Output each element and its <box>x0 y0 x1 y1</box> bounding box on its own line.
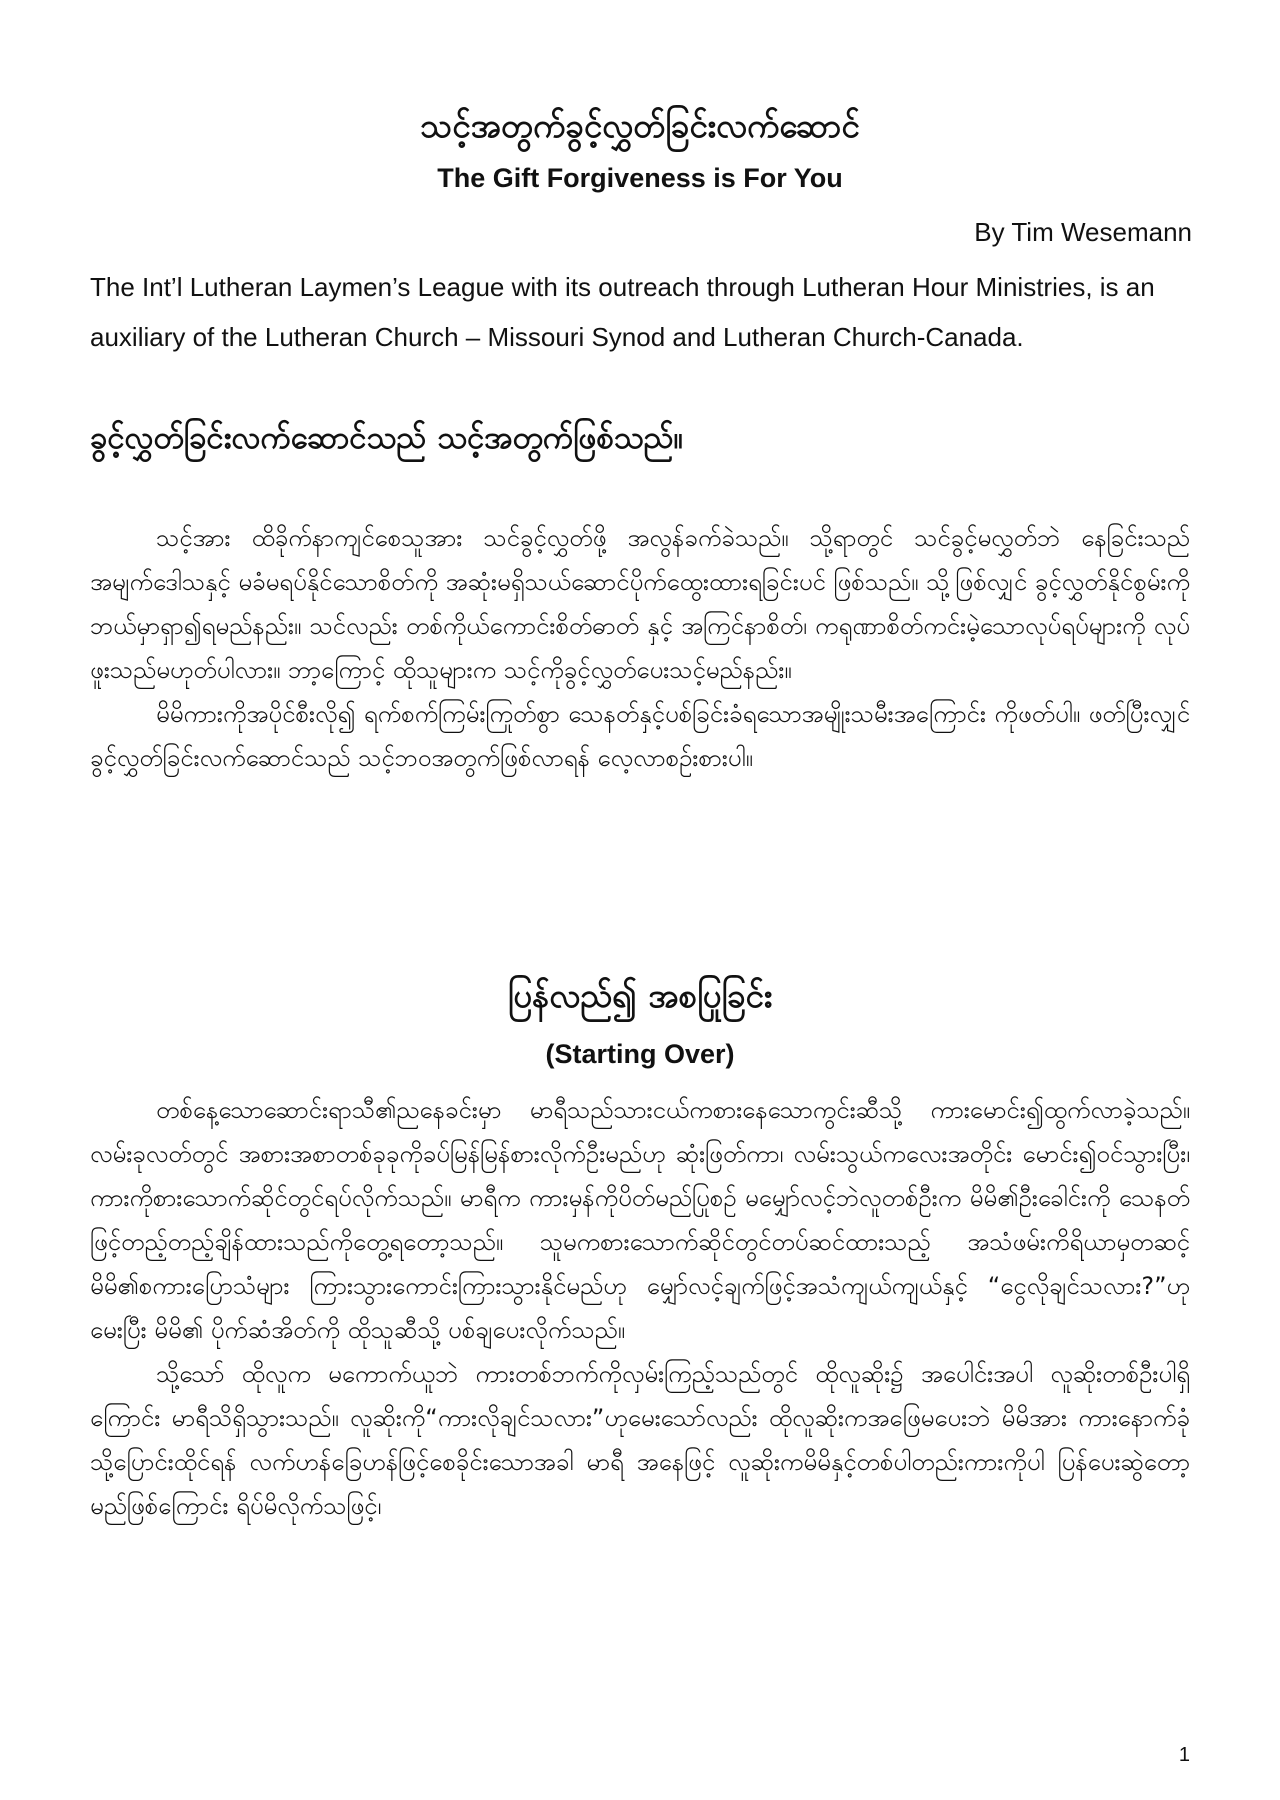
page-title-english: The Gift Forgiveness is For You <box>437 163 843 193</box>
paragraph: မိမိကားကိုအပိုင်စီးလို၍ ရက်စက်ကြမ်းကြုတ်စွာ သေနတ်နှင့်ပစ်ခြင်းခံရသောအမျိုးသမီးအကြောင်း ကိုဖတ်ပါ။ ဖတ်ပြီးလျှင် ခွင့်လွှတ်ခြင်းလက်ဆောင်သည် သင့်ဘဝအတွက်ဖြစ်လာရန် လေ့လာစဉ်းစားပါ။ <box>90 700 1190 772</box>
section-heading: ခွင့်လွှတ်ခြင်းလက်ဆောင်သည် သင့်အတွက်ဖြစ်သည်။ <box>90 420 684 456</box>
paragraph: သင့်အား ထိခိုက်နာကျင်စေသူအား သင်ခွင့်လွှတ်ဖို့ အလွန်ခက်ခဲသည်။ သို့ရာတွင် သင်ခွင့်မလွှတ်ဘဲ နေခြင်းသည် အမျက်ဒေါသနှင့် မခံမရပ်နိုင်သောစိတ်ကို အဆုံးမရှိသယ်ဆောင်ပိုက်ထွေးထားရခြင်းပင် ဖြစ်သည်။ သို့ဖြစ်လျှင် ခွင့်လွှတ်နိုင်စွမ်းကို ဘယ်မှာရှာ၍ရမည်နည်း။ သင်လည်း တစ်ကိုယ်ကောင်းစိတ်ဓာတ် နှင့် အကြင်နာစိတ်၊ ကရုဏာစိတ်ကင်းမဲ့သောလုပ်ရပ်များကို လုပ်ဖူးသည်မဟုတ်ပါလား။ ဘာ့ကြောင့် ထိုသူများက သင့်ကိုခွင့်လွှတ်ပေးသင့်မည်နည်း။ <box>90 524 1190 684</box>
paragraph: သို့သော် ထိုလူက မကောက်ယူဘဲ ကားတစ်ဘက်ကိုလှမ်းကြည့်သည်တွင် ထိုလူဆိုး၌ အပေါင်းအပါ လူဆိုးတစ်ဦးပါရှိကြောင်း မာရီသိရှိသွားသည်။ လူဆိုးကို“ကားလိုချင်သလား”ဟုမေးသော်လည်း ထိုလူဆိုးကအဖြေမပေးဘဲ မိမိအား ကားနောက်ခုံသို့ပြောင်းထိုင်ရန် လက်ဟန်ခြေဟန်ဖြင့်စေခိုင်းသောအခါ မာရီ အနေဖြင့် လူဆိုးကမိမိနှင့်တစ်ပါတည်းကားကိုပါ ပြန်ပေးဆွဲတော့မည်ဖြစ်ကြောင်း ရိပ်မိလိုက်သဖြင့်၊ <box>90 1360 1190 1520</box>
section-two-title: ပြန်လည်၍ အစပြုခြင်း <box>507 976 773 1015</box>
page-number: 1 <box>1178 1744 1190 1766</box>
paragraph: တစ်နေ့သောဆောင်းရာသီ၏ညနေခင်းမှာ မာရီသည်သားငယ်ကစားနေသောကွင်းဆီသို့ ကားမောင်း၍ထွက်လာခဲ့သည်။ လမ်းခုလတ်တွင် အစားအစာတစ်ခုခုကိုခပ်မြန်မြန်စားလိုက်ဦးမည်ဟု ဆုံးဖြတ်ကာ၊ လမ်းသွယ်ကလေးအတိုင်း မောင်း၍ဝင်သွားပြီး၊ ကားကိုစားသောက်ဆိုင်တွင်ရပ်လိုက်သည်။ မာရီက ကားမှန်ကိုပိတ်မည်ပြုစဉ် မမျှော်လင့်ဘဲလူတစ်ဦးက မိမိ၏ဦးခေါင်းကို သေနတ်ဖြင့်တည့်တည့်ချိန်ထားသည်ကိုတွေ့ရတော့သည်။ သူမကစားသောက်ဆိုင်တွင်တပ်ဆင်ထားသည့် အသံဖမ်းကိရိယာမှတဆင့် မိမိ၏စကားပြောသံများ ကြားသွားကောင်းကြားသွားနိုင်မည်ဟု မျှော်လင့်ချက်ဖြင့်အသံကျယ်ကျယ်နှင့် “ငွေလိုချင်သလား?”ဟု မေးပြီး မိမိ၏ ပိုက်ဆံအိတ်ကို ထိုသူဆီသို့ ပစ်ချပေးလိုက်သည်။ <box>90 1096 1190 1344</box>
author-line: By Tim Wesemann <box>974 217 1192 247</box>
section-one-body <box>90 516 1190 780</box>
section-two-body <box>90 1088 1190 1528</box>
intro-paragraph: The Int’l Lutheran Laymen’s League with its outreach through Lutheran Hour Ministries, is an auxiliary of the Lutheran Church – Missouri Synod and Lutheran Church-Canada. <box>90 272 1155 352</box>
page-title-myanmar: သင့်အတွက်ခွင့်လွှတ်ခြင်းလက်ဆောင် <box>420 106 860 145</box>
section-two-subtitle: (Starting Over) <box>545 1039 735 1069</box>
